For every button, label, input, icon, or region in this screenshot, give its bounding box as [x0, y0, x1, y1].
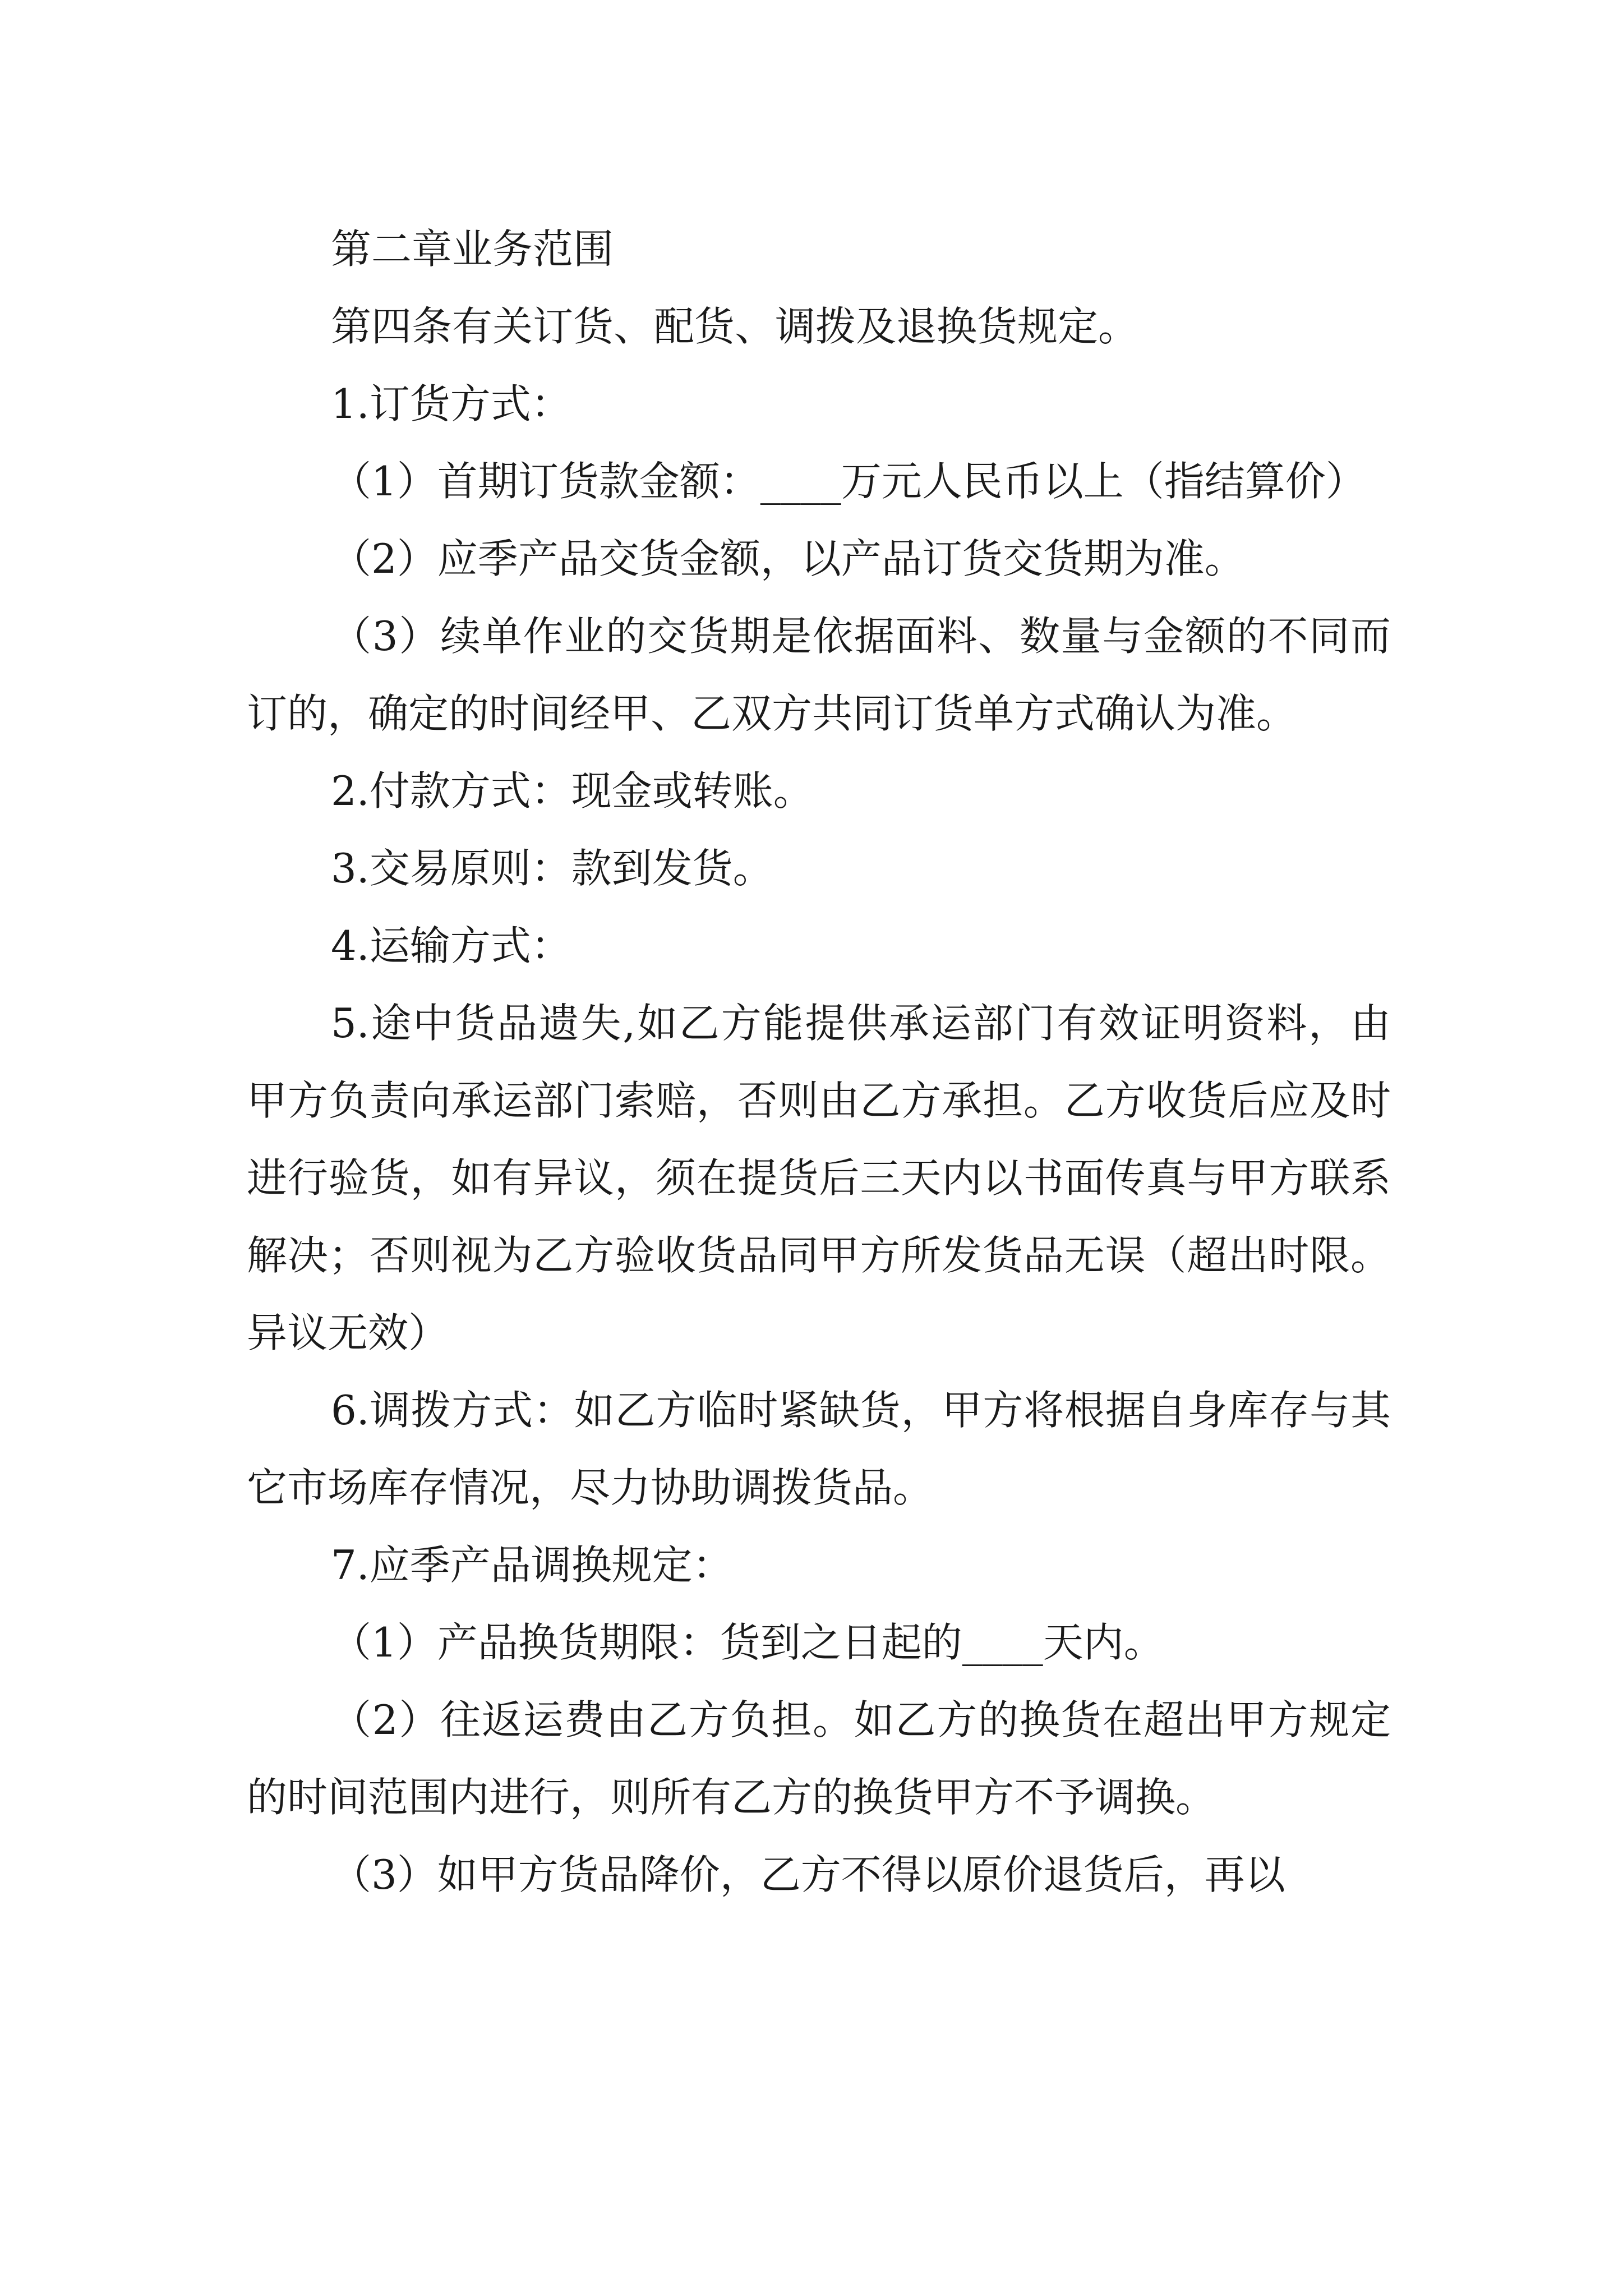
clause-7-item-3: （3）如甲方货品降价，乙方不得以原价退货后，再以 — [331, 1851, 1285, 1898]
article-heading: 第四条有关订货、配货、调拨及退换货规定。 — [331, 303, 1139, 350]
clause-1-order-method: 1.订货方式： — [331, 380, 571, 427]
clause-1-item-3: （3）续单作业的交货期是依据面料、数量与金额的不同而订的，确定的时间经甲、乙双方共同订货单方式确认为准。 — [247, 613, 1391, 737]
clause-3-trade-principle: 3.交易原则：款到发货。 — [331, 845, 773, 892]
clause-6-allocation: 6.调拨方式：如乙方临时紧缺货，甲方将根据自身库存与其它市场库存情况，尽力协助调拨货品。 — [247, 1387, 1391, 1511]
clause-7-exchange-rules: 7.应季产品调换规定： — [331, 1542, 733, 1589]
document-body — [247, 210, 1391, 1913]
clause-4-transport: 4.运输方式： — [331, 922, 571, 969]
clause-7-item-2: （2）往返运费由乙方负担。如乙方的换货在超出甲方规定的时间范围内进行，则所有乙方的换货甲方不予调换。 — [247, 1696, 1391, 1821]
clause-1-item-2: （2）应季产品交货金额，以产品订货交货期为准。 — [331, 535, 1245, 582]
clause-2-payment: 2.付款方式：现金或转账。 — [331, 767, 814, 815]
clause-1-item-1: （1）首期订货款金额：____万元人民币以上（指结算价） — [331, 458, 1366, 505]
clause-5-loss-in-transit: 5.途中货品遗失,如乙方能提供承运部门有效证明资料，由甲方负责向承运部门索赔，否则由乙方承担。乙方收货后应及时进行验货，如有异议，须在提货后三天内以书面传真与甲方联系解决；否则视为乙方验收货品同甲方所发货品无误（超出时限。异议无效） — [247, 1000, 1391, 1356]
chapter-heading: 第二章业务范围 — [331, 226, 614, 273]
clause-7-item-1: （1）产品换货期限：货到之日起的____天内。 — [331, 1619, 1164, 1666]
